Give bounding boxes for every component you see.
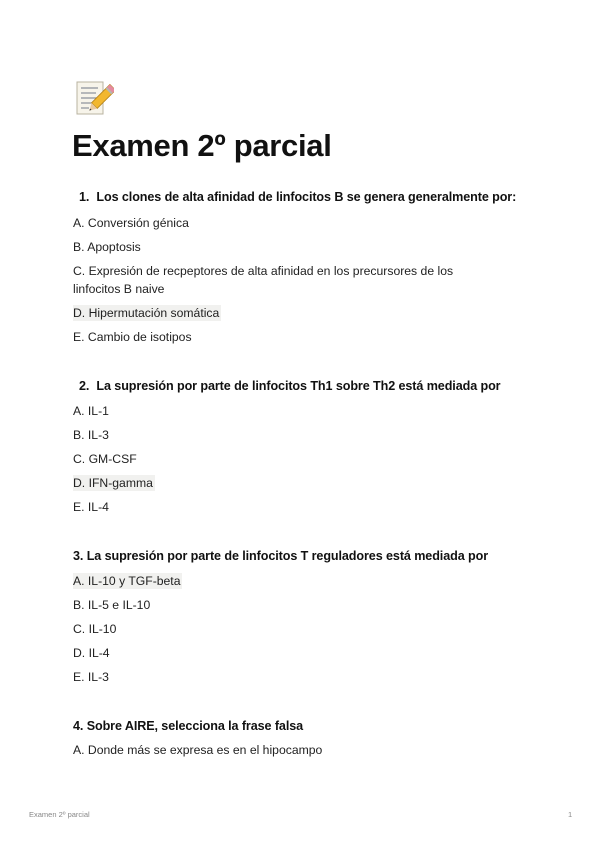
answer-option-text: A. Donde más se expresa es en el hipocampo (73, 743, 323, 757)
question-number: 2. (79, 379, 90, 393)
answer-option (73, 214, 189, 232)
answer-option-text: A. IL-1 (73, 404, 109, 418)
answer-option (73, 238, 141, 256)
answer-option-text: D. IFN-gamma (73, 476, 153, 490)
question-text: 4. Sobre AIRE, selecciona la frase falsa (73, 719, 304, 733)
answer-option (73, 262, 493, 298)
question-number: 1. (79, 190, 90, 204)
answer-option (73, 426, 109, 444)
question-heading (73, 547, 533, 565)
answer-option-highlighted (73, 474, 155, 492)
footer-document-title: Examen 2º parcial (29, 810, 90, 819)
question-text: La supresión por parte de linfocitos Th1 sobre Th2 está mediada por (96, 379, 501, 393)
answer-option-text: B. IL-3 (73, 428, 109, 442)
answer-option (73, 741, 322, 759)
footer-page-number: 1 (568, 810, 573, 819)
question-heading (73, 717, 533, 735)
answer-option-highlighted (73, 304, 221, 322)
question-text: Los clones de alta afinidad de linfocitos B se genera generalmente por: (96, 190, 517, 204)
answer-option-text: C. Expresión de recpeptores de alta afinidad en los precursores de los linfocitos B naive (73, 264, 454, 296)
answer-option (73, 450, 137, 468)
memo-pencil-icon (74, 78, 114, 118)
question-block (73, 188, 533, 206)
answer-option (73, 668, 109, 686)
question-text: 3. La supresión por parte de linfocitos T reguladores está mediada por (73, 549, 488, 563)
answer-option-text: D. IL-4 (73, 646, 110, 660)
answer-option-text: D. Hipermutación somática (73, 306, 220, 320)
answer-option-text: E. IL-3 (73, 670, 109, 684)
answer-option-text: C. GM-CSF (73, 452, 137, 466)
answer-option-text: C. IL-10 (73, 622, 117, 636)
answer-option-text: E. IL-4 (73, 500, 109, 514)
answer-option (73, 328, 192, 346)
question-block (73, 377, 533, 395)
answer-option-highlighted (73, 572, 182, 590)
answer-option-text: B. Apoptosis (73, 240, 141, 254)
answer-option (73, 596, 150, 614)
answer-option (73, 498, 109, 516)
page-title: Examen 2º parcial (72, 128, 332, 163)
answer-option-text: A. Conversión génica (73, 216, 189, 230)
answer-option-text: E. Cambio de isotipos (73, 330, 192, 344)
answer-option (73, 402, 109, 420)
answer-option (73, 644, 110, 662)
question-heading (73, 188, 533, 206)
question-heading (73, 377, 533, 395)
answer-option-text: A. IL-10 y TGF-beta (73, 574, 181, 588)
answer-option-text: B. IL-5 e IL-10 (73, 598, 151, 612)
answer-option (73, 620, 116, 638)
